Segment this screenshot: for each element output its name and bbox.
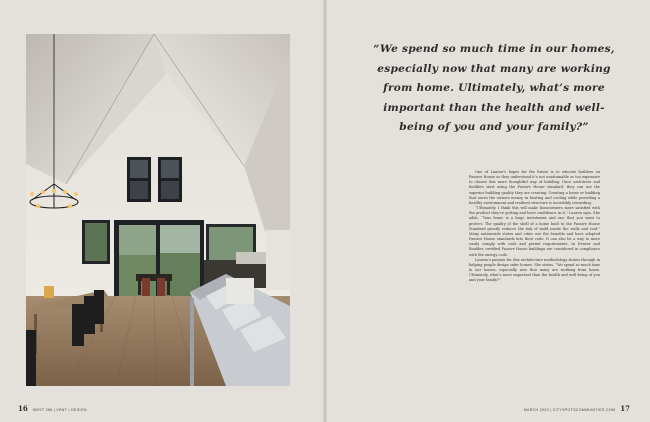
interior-illustration	[26, 34, 290, 386]
interior-photo	[26, 34, 290, 386]
page-gutter	[323, 0, 327, 422]
page-number-left: 16	[18, 404, 28, 413]
body-paragraph: One of Lauren’s hopes for the future is to educate builders on Passive House so they understand it’s not unattainable or too expensive to choose this more thoughtful way of building. Once architects and builders start using the Passive House standard, they can see the superior building quality they are creating. Creating a home or building that saves the owners money in heating and cooling while providing a healthy environment and resilient structure is incredibly rewarding.	[469, 170, 600, 205]
folio-right	[524, 404, 630, 413]
pull-quote: “We spend so much time in our homes, especially now that many are working from home. Ultimately, what’s more important than the health and well-being of you and your family?”	[373, 43, 615, 134]
folio-label-left: WEST 285 | VENT • DESIGN	[32, 408, 87, 412]
patio-table	[136, 274, 172, 281]
armchair	[226, 278, 254, 304]
flower-vase	[44, 286, 54, 298]
folio-left	[18, 404, 87, 413]
body-paragraph: Lauren’s passion for this architecture methodology shines through in helping people design safer homes. She states, “We spend so much time in our homes, especially now that many are working from home. Ultimately, what’s more important than the health and well-being of you and your family?”	[469, 257, 600, 283]
article-body	[469, 170, 600, 283]
folio-label-right: MARCH 2020 | CITYSPOTSCOMMUNITIES.COM	[523, 408, 616, 412]
page-number-right: 17	[620, 404, 630, 413]
body-paragraph: “Ultimately, I think this will make homeowners more satisfied with the product they’re getting and have confidence in it,” Lauren says. She adds, “Your home is a huge investment and one that you want to protect. The quality of the shell of a home built to the Passive House Standard greatly reduces the risk of mold inside the walls and roof.” Many nationwide states and cities use the benefits and have adopted Passive House standards into their code. It can also be a way to more easily comply with code and permit requirements. In Denver and Boulder, certified Passive House buildings are considered in compliance with the energy code.	[469, 206, 600, 257]
